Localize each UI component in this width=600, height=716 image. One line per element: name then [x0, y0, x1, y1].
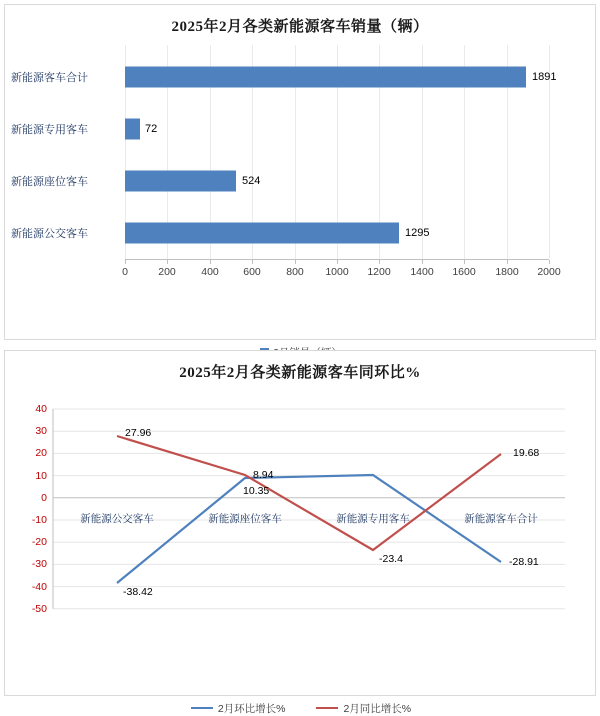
bar-row — [5, 155, 597, 207]
bar-fill[interactable] — [125, 171, 236, 192]
bar-x-tick-label: 1600 — [452, 266, 476, 278]
bar-chart-title: 2025年2月各类新能源客车销量（辆） — [171, 19, 429, 35]
line-point-label: 19.68 — [513, 447, 540, 459]
bar-x-tick — [295, 260, 296, 264]
line-x-category-label: 新能源公交客车 — [80, 513, 154, 525]
bar-category-label: 新能源专用客车 — [11, 124, 88, 136]
line-point-label: -38.42 — [123, 586, 153, 598]
line-y-tick-label: -20 — [31, 536, 47, 549]
bar-fill[interactable] — [125, 119, 140, 140]
bar-row — [5, 51, 597, 103]
bar-x-tick-label: 600 — [243, 266, 261, 278]
bar-value-label: 524 — [242, 175, 261, 187]
bar-x-tick — [379, 260, 380, 264]
bar-x-tick-label: 200 — [158, 266, 176, 278]
line-series-huanbi — [117, 475, 501, 583]
legend-label: 2月同比增长% — [343, 703, 412, 715]
legend-line-icon — [191, 707, 213, 709]
line-x-category-label: 新能源客车合计 — [464, 513, 538, 525]
bar-x-tick — [507, 260, 508, 264]
bar-x-tick-label: 1800 — [495, 266, 519, 278]
bar-chart-panel — [4, 4, 596, 340]
bar-x-tick-label: 400 — [201, 266, 219, 278]
line-point-label: 10.35 — [243, 485, 270, 497]
line-point-label: 27.96 — [125, 427, 152, 439]
line-x-category-label: 新能源专用客车 — [336, 513, 410, 525]
bar-category-label: 新能源座位客车 — [11, 176, 88, 188]
bar-x-tick-label: 1000 — [325, 266, 349, 278]
line-y-tick-label: -40 — [31, 580, 47, 593]
bar-value-label: 72 — [145, 123, 158, 135]
bar-x-tick-label: 1200 — [367, 266, 391, 278]
line-chart-plot-area — [5, 393, 597, 715]
bar-x-tick — [549, 260, 550, 264]
line-y-tick-label: 20 — [35, 447, 47, 460]
bar-x-tick-label: 2000 — [537, 266, 561, 278]
line-x-category-label: 新能源座位客车 — [208, 513, 282, 525]
bar-value-label: 1295 — [405, 227, 430, 239]
line-y-tick-label: 30 — [35, 425, 47, 438]
legend-label: 2月环比增长% — [217, 703, 286, 715]
line-y-tick-label: -30 — [31, 558, 47, 571]
bar-x-tick-label: 0 — [122, 266, 128, 278]
bar-x-tick — [337, 260, 338, 264]
bar-x-tick — [125, 260, 126, 264]
line-point-label: 8.94 — [253, 469, 274, 481]
legend-item-tongbi — [316, 701, 411, 716]
line-point-label: -28.91 — [509, 556, 539, 568]
bar-category-label: 新能源客车合计 — [11, 72, 88, 84]
legend-line-icon — [316, 707, 338, 709]
bar-x-tick — [167, 260, 168, 264]
bar-fill[interactable] — [125, 67, 526, 88]
line-y-tick-label: 40 — [35, 403, 47, 415]
bar-row — [5, 103, 597, 155]
bar-x-tick-label: 1400 — [410, 266, 434, 278]
line-y-tick-label: 0 — [41, 491, 47, 504]
bar-x-tick — [210, 260, 211, 264]
bar-value-label: 1891 — [532, 71, 557, 83]
line-point-label: -23.4 — [379, 553, 403, 565]
bar-x-tick — [252, 260, 253, 264]
bar-row — [5, 207, 597, 259]
bar-category-label: 新能源公交客车 — [11, 228, 88, 240]
legend-item-huanbi — [191, 701, 286, 716]
line-chart-title: 2025年2月各类新能源客车同环比% — [179, 365, 421, 381]
bar-chart-plot-area — [5, 45, 597, 295]
bar-fill[interactable] — [125, 223, 399, 244]
line-chart-panel — [4, 350, 596, 715]
bar-x-tick — [422, 260, 423, 264]
line-chart-legend — [5, 701, 597, 716]
line-y-tick-label: -10 — [31, 514, 47, 526]
bar-x-tick — [464, 260, 465, 264]
line-y-tick-label: 10 — [35, 469, 47, 482]
bar-x-tick-label: 800 — [286, 266, 304, 278]
line-y-tick-label: -50 — [31, 602, 47, 615]
